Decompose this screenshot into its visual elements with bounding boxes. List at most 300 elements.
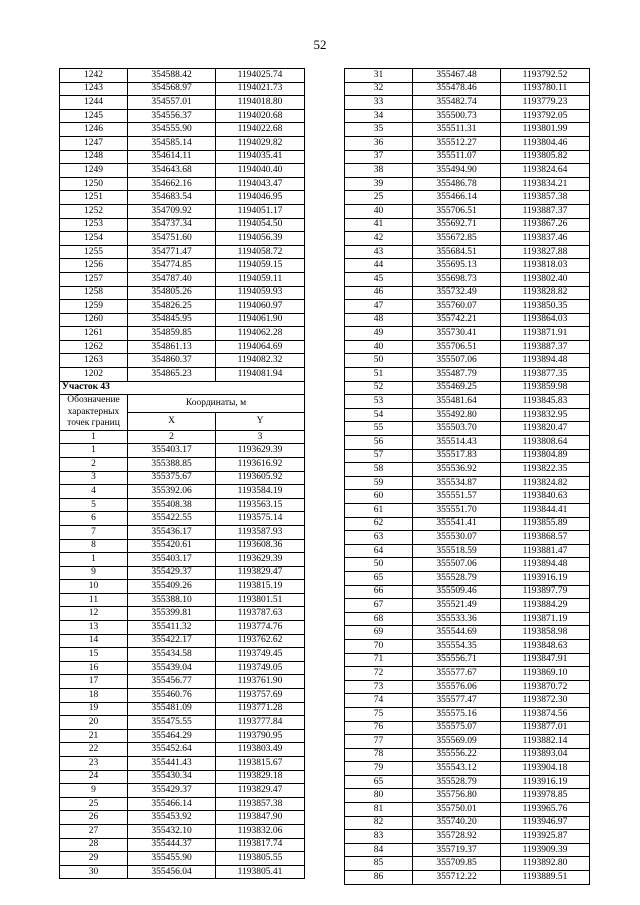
x-coordinate: 355487.79 [413, 368, 501, 382]
x-coordinate: 355478.46 [413, 82, 501, 96]
point-id: 84 [345, 843, 413, 857]
x-coordinate: 355684.51 [413, 245, 501, 259]
x-coordinate: 355486.78 [413, 177, 501, 191]
x-coordinate: 355750.01 [413, 803, 501, 817]
point-id: 40 [345, 340, 413, 354]
table-row [345, 449, 590, 463]
table-row [345, 164, 590, 178]
table-row [345, 504, 590, 518]
x-coordinate: 355455.90 [128, 852, 216, 866]
y-coordinate: 1194059.15 [216, 259, 305, 273]
point-id: 31 [345, 69, 413, 83]
x-coordinate: 355514.43 [413, 436, 501, 450]
y-coordinate: 1193629.39 [216, 553, 305, 567]
point-id: 1202 [60, 368, 128, 382]
y-coordinate: 1193894.48 [501, 354, 590, 368]
x-coordinate: 354845.95 [128, 313, 216, 327]
table-row [345, 96, 590, 110]
point-id: 24 [60, 770, 128, 784]
x-coordinate: 355456.04 [128, 865, 216, 879]
x-coordinate: 355399.81 [128, 607, 216, 621]
point-id: 1256 [60, 259, 128, 273]
table-row [60, 580, 305, 594]
x-coordinate: 355503.70 [413, 422, 501, 436]
y-coordinate: 1193587.93 [216, 525, 305, 539]
point-id: 1263 [60, 354, 128, 368]
x-coordinate: 355534.87 [413, 476, 501, 490]
table-row [345, 775, 590, 789]
point-id: 1245 [60, 109, 128, 123]
x-coordinate: 354588.42 [128, 69, 216, 83]
point-id: 33 [345, 96, 413, 110]
table-row [345, 531, 590, 545]
point-id: 10 [60, 580, 128, 594]
point-id: 52 [345, 381, 413, 395]
y-coordinate: 1193779.23 [501, 96, 590, 110]
y-coordinate: 1193790.95 [216, 729, 305, 743]
point-id: 8 [60, 539, 128, 553]
y-coordinate: 1193859.98 [501, 381, 590, 395]
point-id: 1258 [60, 286, 128, 300]
x-coordinate: 355551.70 [413, 504, 501, 518]
table-row [60, 838, 305, 852]
x-coordinate: 355456.77 [128, 675, 216, 689]
point-id: 23 [60, 757, 128, 771]
x-coordinate: 355732.49 [413, 286, 501, 300]
point-id: 35 [345, 123, 413, 137]
y-coordinate: 1193904.18 [501, 762, 590, 776]
y-coordinate: 1194022.68 [216, 123, 305, 137]
y-coordinate: 1193867.26 [501, 218, 590, 232]
x-coordinate: 355375.67 [128, 471, 216, 485]
point-id: 3 [60, 471, 128, 485]
table-row [60, 272, 305, 286]
x-coordinate: 354709.92 [128, 204, 216, 218]
x-coordinate: 355730.41 [413, 327, 501, 341]
x-coordinate: 355509.46 [413, 585, 501, 599]
table-row [60, 593, 305, 607]
point-id: 1242 [60, 69, 128, 83]
point-id: 83 [345, 830, 413, 844]
table-row [60, 621, 305, 635]
point-id: 1259 [60, 300, 128, 314]
table-row [345, 177, 590, 191]
x-coordinate: 355575.16 [413, 707, 501, 721]
y-coordinate: 1193805.55 [216, 852, 305, 866]
x-header: X [128, 413, 216, 431]
table-row [345, 123, 590, 137]
point-id: 16 [60, 661, 128, 675]
x-coordinate: 355466.14 [413, 191, 501, 205]
x-coordinate: 355408.38 [128, 498, 216, 512]
point-id: 67 [345, 599, 413, 613]
x-coordinate: 355500.73 [413, 109, 501, 123]
point-id: 19 [60, 702, 128, 716]
table-row [60, 811, 305, 825]
y-coordinate: 1193834.21 [501, 177, 590, 191]
y-coordinate: 1193575.14 [216, 512, 305, 526]
y-coordinate: 1193857.38 [216, 797, 305, 811]
x-coordinate: 355740.20 [413, 816, 501, 830]
x-coordinate: 355530.07 [413, 531, 501, 545]
x-coordinate: 354557.01 [128, 96, 216, 110]
point-id: 9 [60, 784, 128, 798]
y-coordinate: 1193805.82 [501, 150, 590, 164]
table-row [60, 729, 305, 743]
x-coordinate: 355467.48 [413, 69, 501, 83]
x-coordinate: 355695.13 [413, 259, 501, 273]
x-coordinate: 355577.47 [413, 694, 501, 708]
y-coordinate: 1193869.10 [501, 667, 590, 681]
table-row [60, 852, 305, 866]
y-coordinate: 1194029.82 [216, 136, 305, 150]
y-coordinate: 1193802.40 [501, 272, 590, 286]
x-coordinate: 355543.12 [413, 762, 501, 776]
point-id: 39 [345, 177, 413, 191]
x-coordinate: 355422.17 [128, 634, 216, 648]
x-coordinate: 354865.23 [128, 368, 216, 382]
table-row [345, 721, 590, 735]
left-table-rows-top [60, 69, 305, 382]
y-coordinate: 1193858.98 [501, 626, 590, 640]
x-coordinate: 355469.25 [413, 381, 501, 395]
table-row [60, 123, 305, 137]
y-coordinate: 1193803.49 [216, 743, 305, 757]
section-header [60, 381, 305, 444]
point-id: 50 [345, 354, 413, 368]
x-coordinate: 355411.32 [128, 621, 216, 635]
y-coordinate: 1193872.30 [501, 694, 590, 708]
y-coordinate: 1193824.82 [501, 476, 590, 490]
table-row [60, 607, 305, 621]
x-coordinate: 355541.41 [413, 517, 501, 531]
y-coordinate: 1193897.79 [501, 585, 590, 599]
coordinates-header: Координаты, м [128, 395, 305, 413]
y-coordinate: 1193965.76 [501, 803, 590, 817]
x-coordinate: 355692.71 [413, 218, 501, 232]
x-coordinate: 355533.36 [413, 612, 501, 626]
table-row [345, 830, 590, 844]
x-coordinate: 355481.64 [413, 395, 501, 409]
point-id: 34 [345, 109, 413, 123]
x-coordinate: 355432.10 [128, 824, 216, 838]
y-coordinate: 1194021.73 [216, 82, 305, 96]
x-coordinate: 355507.06 [413, 354, 501, 368]
y-coordinate: 1193563.15 [216, 498, 305, 512]
x-coordinate: 355556.22 [413, 748, 501, 762]
x-coordinate: 355706.51 [413, 340, 501, 354]
designation-header: Обозначение характерных точек границ [60, 395, 128, 431]
point-id: 81 [345, 803, 413, 817]
y-coordinate: 1193749.05 [216, 661, 305, 675]
point-id: 82 [345, 816, 413, 830]
point-id: 60 [345, 490, 413, 504]
x-coordinate: 355698.73 [413, 272, 501, 286]
table-row [60, 661, 305, 675]
y-coordinate: 1193892.80 [501, 857, 590, 871]
y-coordinate: 1193777.84 [216, 716, 305, 730]
y-coordinate: 1194020.68 [216, 109, 305, 123]
left-coordinates-table [59, 68, 305, 879]
y-coordinate: 1194060.97 [216, 300, 305, 314]
table-row [60, 368, 305, 382]
x-coordinate: 355403.17 [128, 444, 216, 458]
y-coordinate: 1193820.47 [501, 422, 590, 436]
point-id: 74 [345, 694, 413, 708]
table-row [345, 667, 590, 681]
table-row [345, 245, 590, 259]
point-id: 12 [60, 607, 128, 621]
point-id: 14 [60, 634, 128, 648]
point-id: 70 [345, 639, 413, 653]
point-id: 1262 [60, 340, 128, 354]
table-row [60, 245, 305, 259]
y-coordinate: 1194054.50 [216, 218, 305, 232]
x-coordinate: 355453.92 [128, 811, 216, 825]
point-id: 42 [345, 232, 413, 246]
y-coordinate: 1193855.89 [501, 517, 590, 531]
table-row [345, 762, 590, 776]
x-coordinate: 355554.35 [413, 639, 501, 653]
point-id: 57 [345, 449, 413, 463]
y-coordinate: 1193762.62 [216, 634, 305, 648]
table-row [60, 512, 305, 526]
point-id: 71 [345, 653, 413, 667]
y-coordinate: 1193848.63 [501, 639, 590, 653]
x-coordinate: 355475.55 [128, 716, 216, 730]
table-row [60, 539, 305, 553]
point-id: 85 [345, 857, 413, 871]
table-row [345, 476, 590, 490]
table-row [345, 368, 590, 382]
x-coordinate: 354787.40 [128, 272, 216, 286]
y-coordinate: 1193815.19 [216, 580, 305, 594]
y-coordinate: 1193815.67 [216, 757, 305, 771]
point-id: 6 [60, 512, 128, 526]
point-id: 48 [345, 313, 413, 327]
table-row [345, 735, 590, 749]
table-row [60, 164, 305, 178]
point-id: 75 [345, 707, 413, 721]
y-coordinate: 1193584.19 [216, 485, 305, 499]
left-table-rows-bottom [60, 444, 305, 879]
point-id: 1261 [60, 327, 128, 341]
point-id: 55 [345, 422, 413, 436]
table-row [345, 517, 590, 531]
table-row [60, 327, 305, 341]
point-id: 30 [60, 865, 128, 879]
x-coordinate: 354860.37 [128, 354, 216, 368]
table-row [60, 743, 305, 757]
y-coordinate: 1194064.69 [216, 340, 305, 354]
x-coordinate: 355494.90 [413, 164, 501, 178]
y-coordinate: 1193805.41 [216, 865, 305, 879]
point-id: 1255 [60, 245, 128, 259]
table-row [60, 177, 305, 191]
table-row [60, 566, 305, 580]
table-row [345, 327, 590, 341]
point-id: 38 [345, 164, 413, 178]
point-id: 2 [60, 457, 128, 471]
point-id: 61 [345, 504, 413, 518]
table-row [345, 490, 590, 504]
y-coordinate: 1193757.69 [216, 689, 305, 703]
y-coordinate: 1193871.91 [501, 327, 590, 341]
y-coordinate: 1193925.87 [501, 830, 590, 844]
table-row [345, 191, 590, 205]
y-coordinate: 1194082.32 [216, 354, 305, 368]
y-coordinate: 1194046.95 [216, 191, 305, 205]
y-coordinate: 1193877.01 [501, 721, 590, 735]
x-coordinate: 355521.49 [413, 599, 501, 613]
x-coordinate: 355420.61 [128, 539, 216, 553]
y-coordinate: 1193894.48 [501, 558, 590, 572]
y-coordinate: 1193792.52 [501, 69, 590, 83]
table-row [60, 69, 305, 83]
x-coordinate: 354805.26 [128, 286, 216, 300]
table-row [345, 626, 590, 640]
point-id: 1257 [60, 272, 128, 286]
table-row [60, 498, 305, 512]
x-coordinate: 355403.17 [128, 553, 216, 567]
y-coordinate: 1193871.19 [501, 612, 590, 626]
table-row [345, 436, 590, 450]
point-id: 37 [345, 150, 413, 164]
x-coordinate: 354568.97 [128, 82, 216, 96]
table-row [345, 354, 590, 368]
x-coordinate: 355742.21 [413, 313, 501, 327]
x-coordinate: 355409.26 [128, 580, 216, 594]
table-row [345, 340, 590, 354]
x-coordinate: 355441.43 [128, 757, 216, 771]
x-coordinate: 354774.85 [128, 259, 216, 273]
y-header: Y [216, 413, 305, 431]
table-row [345, 381, 590, 395]
y-coordinate: 1194081.94 [216, 368, 305, 382]
x-coordinate: 355482.74 [413, 96, 501, 110]
point-id: 1243 [60, 82, 128, 96]
y-coordinate: 1194035.41 [216, 150, 305, 164]
y-coordinate: 1194040.40 [216, 164, 305, 178]
x-coordinate: 354556.37 [128, 109, 216, 123]
y-coordinate: 1193868.57 [501, 531, 590, 545]
point-id: 1249 [60, 164, 128, 178]
table-row [345, 585, 590, 599]
y-coordinate: 1193840.63 [501, 490, 590, 504]
table-row [60, 136, 305, 150]
x-coordinate: 355422.55 [128, 512, 216, 526]
table-row [60, 218, 305, 232]
section-title: Участок 43 [60, 381, 305, 395]
table-row [60, 689, 305, 703]
x-coordinate: 355551.57 [413, 490, 501, 504]
y-coordinate: 1193884.29 [501, 599, 590, 613]
table-row [345, 69, 590, 83]
point-id: 1254 [60, 232, 128, 246]
table-row [345, 272, 590, 286]
point-id: 65 [345, 571, 413, 585]
table-row [345, 680, 590, 694]
table-row [60, 716, 305, 730]
x-coordinate: 355460.76 [128, 689, 216, 703]
x-coordinate: 355577.67 [413, 667, 501, 681]
x-coordinate: 355706.51 [413, 204, 501, 218]
x-coordinate: 355709.85 [413, 857, 501, 871]
y-coordinate: 1193877.35 [501, 368, 590, 382]
table-row [345, 544, 590, 558]
column-number-1: 1 [60, 430, 128, 444]
table-row [345, 707, 590, 721]
x-coordinate: 354859.85 [128, 327, 216, 341]
point-id: 20 [60, 716, 128, 730]
x-coordinate: 354662.16 [128, 177, 216, 191]
point-id: 1 [60, 444, 128, 458]
x-coordinate: 355430.34 [128, 770, 216, 784]
y-coordinate: 1193864.03 [501, 313, 590, 327]
y-coordinate: 1194059.93 [216, 286, 305, 300]
point-id: 77 [345, 735, 413, 749]
point-id: 51 [345, 368, 413, 382]
x-coordinate: 354826.25 [128, 300, 216, 314]
table-row [60, 204, 305, 218]
point-id: 59 [345, 476, 413, 490]
point-id: 1250 [60, 177, 128, 191]
x-coordinate: 355528.79 [413, 571, 501, 585]
x-coordinate: 355719.37 [413, 843, 501, 857]
y-coordinate: 1193605.92 [216, 471, 305, 485]
y-coordinate: 1193780.11 [501, 82, 590, 96]
table-row [60, 150, 305, 164]
page-number: 52 [313, 37, 327, 52]
y-coordinate: 1193808.64 [501, 436, 590, 450]
y-coordinate: 1193847.91 [501, 653, 590, 667]
y-coordinate: 1193829.47 [216, 784, 305, 798]
point-id: 22 [60, 743, 128, 757]
point-id: 68 [345, 612, 413, 626]
x-coordinate: 354771.47 [128, 245, 216, 259]
x-coordinate: 355569.09 [413, 735, 501, 749]
point-id: 1253 [60, 218, 128, 232]
y-coordinate: 1193978.85 [501, 789, 590, 803]
point-id: 13 [60, 621, 128, 635]
table-row [60, 444, 305, 458]
table-row [60, 232, 305, 246]
y-coordinate: 1193881.47 [501, 544, 590, 558]
y-coordinate: 1193916.19 [501, 775, 590, 789]
x-coordinate: 355507.06 [413, 558, 501, 572]
point-id: 1246 [60, 123, 128, 137]
y-coordinate: 1193774.76 [216, 621, 305, 635]
point-id: 7 [60, 525, 128, 539]
table-row [345, 218, 590, 232]
table-row [60, 702, 305, 716]
point-id: 25 [345, 191, 413, 205]
point-id: 49 [345, 327, 413, 341]
x-coordinate: 355575.07 [413, 721, 501, 735]
x-coordinate: 354737.34 [128, 218, 216, 232]
point-id: 73 [345, 680, 413, 694]
point-id: 21 [60, 729, 128, 743]
point-id: 54 [345, 408, 413, 422]
y-coordinate: 1193824.64 [501, 164, 590, 178]
table-row [345, 286, 590, 300]
x-coordinate: 355517.83 [413, 449, 501, 463]
table-row [60, 675, 305, 689]
point-id: 1247 [60, 136, 128, 150]
table-row [345, 612, 590, 626]
point-id: 27 [60, 824, 128, 838]
point-id: 47 [345, 300, 413, 314]
